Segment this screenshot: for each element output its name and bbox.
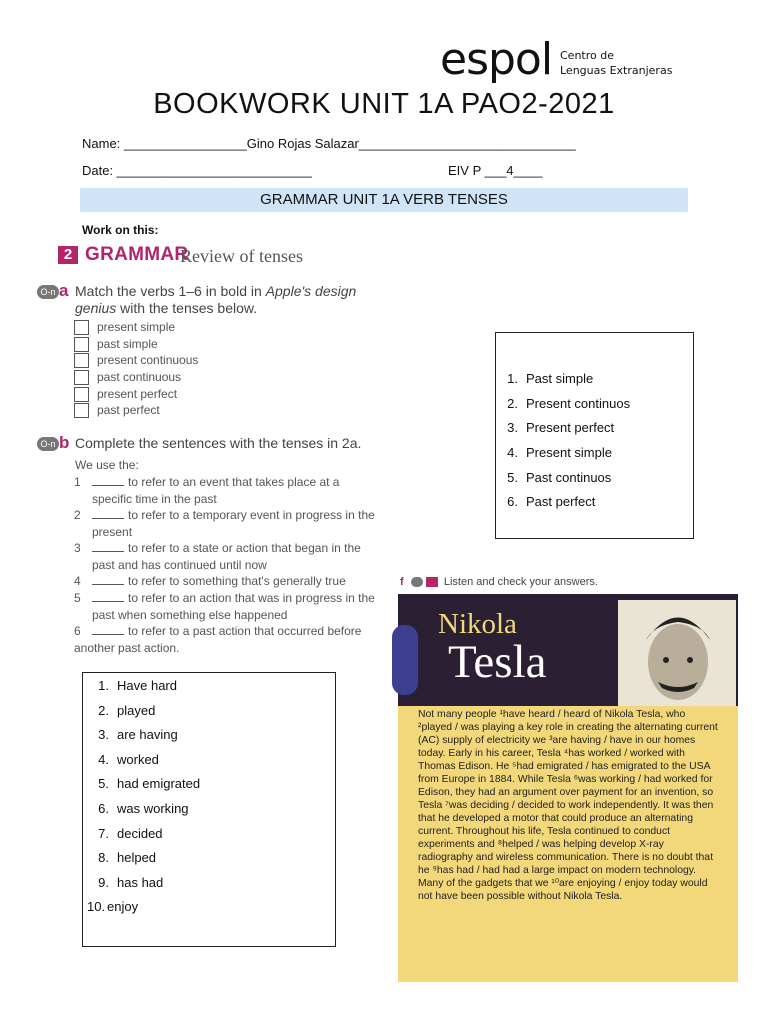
answer-item: 10. enjoy	[87, 899, 139, 915]
sentence-item: 4 to refer to something that's generally true	[74, 574, 346, 588]
page-title: BOOKWORK UNIT 1A PAO2-2021	[153, 88, 615, 120]
checkbox[interactable]	[74, 403, 89, 418]
tesla-paragraph: Not many people ¹have heard / heard of Nikola Tesla, who ²played / was playing a key role in creating the alternating current (AC) supply of electricity we ³are having / have in our homes today. Early in his career, Tesla ⁴has worked / worked with Thomas Edison. He ⁵had emigrated / has emigrated to the USA from Europe in 1884. While Tesla ⁶was working / had worked for Edison, they had an argument over payment for an invention, so Tesla ⁷was deciding / decided to work independently. It was then that he developed a motor that could produce an alternating current. Throughout his life, Tesla continued to conduct experiments and ⁸helped / was helping develop X-ray radiography and wireless communication. There is no doubt that he ⁹has had / had had a large impact on modern technology. Many of the gadgets that we ¹⁰are enjoying / enjoy today would not have been possible without Nikola Tesla.	[418, 709, 718, 902]
answer-item: 5. had emigrated	[98, 776, 201, 792]
option-label: past simple	[97, 337, 158, 351]
answer-item: 6. Past perfect	[507, 494, 596, 510]
part-a-instr-1: Match the verbs 1–6 in bold in	[75, 283, 266, 299]
part-b-instructions: Complete the sentences with the tenses in 2a.	[75, 435, 362, 451]
part-a-instructions	[75, 283, 395, 317]
option-label: present perfect	[97, 387, 178, 401]
answer-blank[interactable]	[92, 584, 124, 585]
answer-item: 2. played	[98, 702, 156, 718]
answer-blank[interactable]	[92, 601, 124, 602]
sentence-item: 2 to refer to a temporary event in progress in the present	[74, 508, 375, 539]
answer-item: 4. worked	[98, 751, 159, 767]
key-icon: O-n	[37, 437, 59, 451]
option-row[interactable]	[74, 337, 158, 353]
option-row[interactable]	[74, 353, 198, 369]
logo-line-2: Lenguas Extranjeras	[560, 64, 673, 77]
answer-item: 3. Present perfect	[507, 420, 615, 436]
checkbox[interactable]	[74, 370, 89, 385]
checkbox[interactable]	[74, 337, 89, 352]
answer-blank[interactable]	[92, 634, 124, 635]
flower-decoration	[392, 625, 418, 695]
grammar-heading: GRAMMAR	[85, 244, 189, 265]
part-a-letter: a	[59, 281, 69, 300]
answer-blank[interactable]	[92, 485, 124, 486]
option-row[interactable]	[74, 370, 181, 386]
option-label: present simple	[97, 320, 176, 334]
section-band: GRAMMAR UNIT 1A VERB TENSES	[80, 188, 688, 212]
grammar-subheading: Review of tenses	[180, 246, 303, 266]
option-row[interactable]	[74, 387, 177, 403]
logo-line-1: Centro de	[560, 49, 614, 62]
listen-bar	[398, 576, 738, 594]
answer-box-tenses	[495, 332, 694, 539]
answer-item: 1. Have hard	[98, 678, 177, 693]
name-line: Name: _________________Gino Rojas Salazar______________________________	[82, 136, 576, 151]
sentence-item: 5 to refer to an action that was in progress in the past when something else happened	[74, 591, 375, 622]
eiv-line: EIV P ___4____	[448, 163, 543, 178]
answer-item: 1. Past simple	[507, 371, 594, 386]
answer-item: 4. Present simple	[507, 445, 612, 461]
date-line: Date: ___________________________	[82, 163, 312, 178]
answer-item: 2. Present continuos	[507, 395, 631, 411]
answer-item: 6. was working	[98, 800, 189, 816]
answer-item: 5. Past continuos	[507, 469, 612, 485]
we-use-label: We use the:	[75, 458, 139, 472]
answer-blank[interactable]	[92, 551, 124, 552]
answer-item: 9. has had	[98, 874, 164, 890]
sentence-item: 6 to refer to a past action that occurred before another past action.	[74, 624, 362, 655]
option-label: past perfect	[97, 403, 160, 417]
checkbox[interactable]	[74, 353, 89, 368]
listen-instruction: Listen and check your answers.	[443, 576, 598, 588]
tesla-last-name: Tesla	[448, 636, 547, 688]
answer-blank[interactable]	[92, 518, 124, 519]
key-icon: O-n	[37, 285, 59, 299]
audio-icon	[411, 577, 423, 587]
answer-item: 7. decided	[98, 825, 163, 841]
tesla-first-name: Nikola	[438, 608, 517, 640]
part-a-instr-2-italic: genius	[75, 300, 117, 316]
grammar-number: 2	[58, 246, 78, 264]
sentence-item: 3 to refer to a state or action that began in the past and has continued until now	[74, 541, 361, 572]
option-label: present continuous	[97, 353, 199, 367]
part-b-letter: b	[59, 433, 70, 452]
espol-logo: espol	[440, 34, 553, 85]
checkbox[interactable]	[74, 387, 89, 402]
option-label: past continuous	[97, 370, 182, 384]
audio-track-icon	[426, 577, 438, 587]
logo-subtitle	[560, 48, 672, 78]
answer-item: 8. helped	[98, 850, 157, 866]
answer-item: 3. are having	[98, 727, 178, 743]
listen-number: f	[400, 576, 404, 588]
answer-box-verbs	[82, 672, 336, 947]
checkbox[interactable]	[74, 320, 89, 335]
part-a-instr-italic: Apple's design	[265, 283, 357, 299]
sentence-item: 1 to refer to an event that takes place at a specific time in the past	[74, 475, 340, 506]
option-row[interactable]	[74, 320, 175, 336]
option-row[interactable]	[74, 403, 160, 419]
part-a-instr-2: with the tenses below.	[116, 300, 258, 316]
work-on-label: Work on this:	[82, 223, 159, 237]
